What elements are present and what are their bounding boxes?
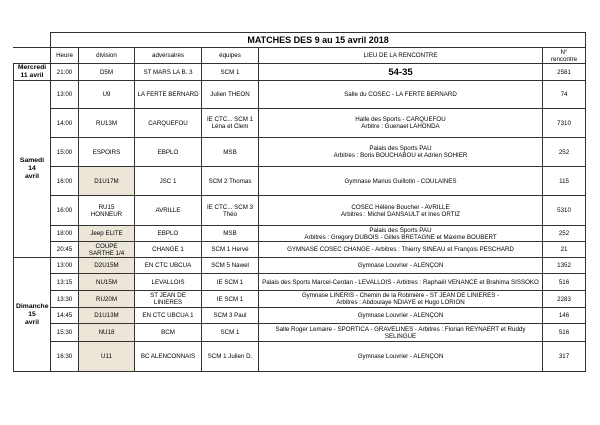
cell-equipes: IE CTC... SCM 3 Théo: [202, 196, 259, 226]
cell-equipes: SCM 1: [202, 324, 259, 342]
cell-adversaires: JSC 1: [135, 167, 202, 196]
cell-division: RU15 HONNEUR: [79, 196, 135, 226]
cell-adversaires: ST JEAN DE LINIERES: [135, 291, 202, 308]
cell-equipes: SCM 5 Nawel: [202, 258, 259, 274]
cell-equipes: IE SCM 1: [202, 291, 259, 308]
cell-adversaires: CARQUEFOU: [135, 109, 202, 138]
header-adversaires: adversaires: [135, 48, 202, 64]
cell-lieu: Gymnase Marius Guillotin - COULAINES: [259, 167, 543, 196]
cell-lieu: Gymnase Louvrier - ALENÇON: [259, 258, 543, 274]
cell-division: U11: [79, 342, 135, 372]
header-heure: Heure: [51, 48, 79, 64]
table-row: [14, 81, 586, 109]
cell-lieu: Gymnase LINERIS - Chemin de la Robinière - ST JEAN DE LINIERES - Arbitres : Abdoulaye NDIAYE et Hugo LORION: [259, 291, 543, 308]
table-row: [14, 196, 586, 226]
table-row: [14, 291, 586, 308]
page-title: MATCHES DES 9 au 15 avril 2018: [51, 33, 586, 48]
cell-division: D1U17M: [79, 167, 135, 196]
cell-lieu: Palais des Sports PAU Arbitres : Gregory DUBOIS - Gilles BRETAGNE et Maxime BOUBERT: [259, 226, 543, 242]
cell-score: 54-35: [259, 64, 543, 81]
cell-lieu: Gymnase Louvrier - ALENÇON: [259, 308, 543, 324]
cell-equipes: IE CTC... SCM 1 Léna et Clem: [202, 109, 259, 138]
cell-num: 516: [543, 274, 586, 291]
cell-adversaires: EN CTC UBCUA 1: [135, 308, 202, 324]
cell-heure: 16:00: [51, 196, 79, 226]
header-lieu: LIEU DE LA RENCONTRE: [259, 48, 543, 64]
cell-division: ESPOIRS: [79, 138, 135, 167]
table-row: [14, 167, 586, 196]
table-row: [14, 342, 586, 372]
day-sunday: Dimanche 15 avril: [14, 258, 51, 372]
corner-blank: [14, 33, 51, 48]
cell-lieu: Gymnase Louvrier - ALENÇON: [259, 342, 543, 372]
cell-adversaires: EBPLO: [135, 138, 202, 167]
cell-num: 5310: [543, 196, 586, 226]
cell-equipes: MSB: [202, 226, 259, 242]
cell-division: U9: [79, 81, 135, 109]
cell-division: Jeep ELITE: [79, 226, 135, 242]
cell-num: 2283: [543, 291, 586, 308]
cell-heure: 15:00: [51, 138, 79, 167]
cell-heure: 14:45: [51, 308, 79, 324]
cell-heure: 13:30: [51, 291, 79, 308]
cell-division: D2U15M: [79, 258, 135, 274]
cell-num: 317: [543, 342, 586, 372]
cell-heure: 13:15: [51, 274, 79, 291]
table-row: [14, 308, 586, 324]
cell-num: 146: [543, 308, 586, 324]
header-row: [14, 48, 586, 64]
cell-lieu: Salle Roger Lemaire - SPORTICA - GRAVELINES - Arbitres : Florian REYNAERT et Ruddy SELINGUE: [259, 324, 543, 342]
matches-table: [13, 32, 586, 372]
cell-num: 252: [543, 138, 586, 167]
cell-adversaires: LEVALLOIS: [135, 274, 202, 291]
cell-heure: 18:00: [51, 226, 79, 242]
header-blank: [14, 48, 51, 64]
cell-division: RU13M: [79, 109, 135, 138]
cell-lieu: GYMNASE COSEC CHANGE - Arbitres : Thierry SINEAU et François PESCHARD: [259, 242, 543, 258]
cell-adversaires: ST MARS LA B. 3: [135, 64, 202, 81]
cell-adversaires: EBPLO: [135, 226, 202, 242]
cell-heure: 21:00: [51, 64, 79, 81]
cell-heure: 16:00: [51, 167, 79, 196]
table-row: [14, 226, 586, 242]
cell-equipes: Julien THEON: [202, 81, 259, 109]
day-saturday: Samedi 14 avril: [14, 81, 51, 258]
cell-heure: 15:30: [51, 324, 79, 342]
header-equipes: équipes: [202, 48, 259, 64]
cell-equipes: IE SCM 1: [202, 274, 259, 291]
cell-num: 2581: [543, 64, 586, 81]
cell-adversaires: BC ALENCONNAIS: [135, 342, 202, 372]
cell-adversaires: LA FERTE BERNARD: [135, 81, 202, 109]
cell-equipes: SCM 1 Hervé: [202, 242, 259, 258]
cell-adversaires: BCM: [135, 324, 202, 342]
cell-num: 516: [543, 324, 586, 342]
cell-num: 1352: [543, 258, 586, 274]
cell-num: 74: [543, 81, 586, 109]
cell-equipes: MSB: [202, 138, 259, 167]
table-row: [14, 324, 586, 342]
table-row: [14, 258, 586, 274]
day-wednesday: Mercredi 11 avril: [14, 64, 51, 81]
cell-division: D1U13M: [79, 308, 135, 324]
cell-lieu: Palais des Sports Marcel-Cerdan - LEVALLOIS - Arbitres : Raphaël VENANCE et Brahima SISSOKO: [259, 274, 543, 291]
cell-heure: 14:00: [51, 109, 79, 138]
cell-division: NU15M: [79, 274, 135, 291]
table-row: [14, 138, 586, 167]
header-division: division: [79, 48, 135, 64]
cell-num: 115: [543, 167, 586, 196]
table-row: [14, 274, 586, 291]
cell-num: 252: [543, 226, 586, 242]
cell-division: D5M: [79, 64, 135, 81]
cell-equipes: SCM 3 Paul: [202, 308, 259, 324]
cell-equipes: SCM 1: [202, 64, 259, 81]
cell-num: 21: [543, 242, 586, 258]
cell-adversaires: EN CTC UBCUA: [135, 258, 202, 274]
cell-division: RU20M: [79, 291, 135, 308]
cell-heure: 13:00: [51, 258, 79, 274]
cell-lieu: Palais des Sports PAU Arbitres : Boris BOUCHABOU et Adrien SOHIER: [259, 138, 543, 167]
cell-division: COUPE SARTHE 1/4: [79, 242, 135, 258]
cell-lieu: COSEC Hélène Boucher - AVRILLE Arbitres : Michel DANSAULT et Ines ORTIZ: [259, 196, 543, 226]
table-row: [14, 242, 586, 258]
cell-num: 7310: [543, 109, 586, 138]
table-row: [14, 64, 586, 81]
cell-heure: 16:30: [51, 342, 79, 372]
cell-division: NU18: [79, 324, 135, 342]
cell-equipes: SCM 2 Thomas: [202, 167, 259, 196]
cell-heure: 20:45: [51, 242, 79, 258]
cell-adversaires: AVRILLE: [135, 196, 202, 226]
table-row: [14, 109, 586, 138]
cell-equipes: SCM 1 Julien D.: [202, 342, 259, 372]
header-num: N° rencontre: [543, 48, 586, 64]
cell-lieu: Salle du COSEC - LA FERTE BERNARD: [259, 81, 543, 109]
cell-adversaires: CHANGE 1: [135, 242, 202, 258]
cell-lieu: Halle des Sports - CARQUEFOU Arbitre : Guenael LAHONDA: [259, 109, 543, 138]
cell-heure: 13:00: [51, 81, 79, 109]
